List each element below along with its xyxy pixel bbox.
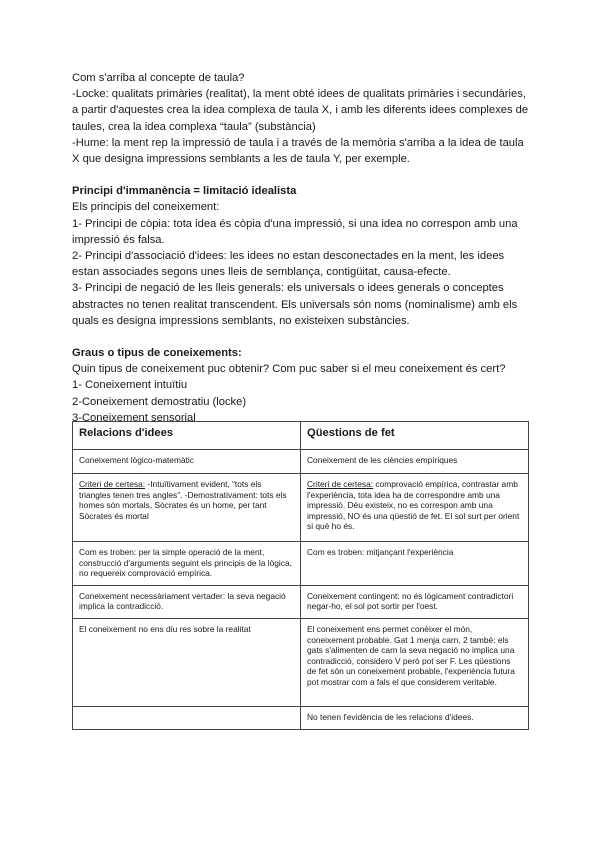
cell-right (301, 474, 529, 542)
document-body (72, 70, 532, 426)
table-row (73, 542, 529, 586)
cell-left (73, 706, 301, 729)
cell-left: Com es troben: per la simple operació de la ment, construcció d'arguments seguint els principis de la lògica, no requereix comprovació empírica. (73, 542, 301, 586)
criteri-label: Criteri de certesa: (307, 479, 374, 489)
cell-right: No tenen l'evidència de les relacions d'idees. (301, 706, 529, 729)
graus-question: Quin tipus de coneixement puc obtenir? Com puc saber si el meu coneixement és cert? (72, 363, 506, 376)
principi-item-1: 1- Principi de còpia: tota idea és còpia d'una impressió, si una idea no correspon amb una impressió és falsa. (72, 217, 518, 246)
principi-item-3: 3- Principi de negació de les lleis generals: els universals o idees generals o conceptes abstractes no tenen realitat transcendent. Els universals són noms (nominalisme) amb els quals es designa impressions semblants, no existeixen substàncies. (72, 282, 518, 327)
graus-heading: Graus o tipus de coneixements: (72, 347, 242, 360)
criteri-label: Criteri de certesa: (79, 479, 146, 489)
graus-item-2: 2-Coneixement demostratiu (locke) (72, 395, 247, 408)
table-row (73, 450, 529, 474)
cell-left: Coneixement necessàriament vertader: la seva negació implica la contradicció. (73, 585, 301, 618)
principi-heading: Principi d'immanència = limitació idealista (72, 185, 297, 198)
table-row (73, 706, 529, 729)
cell-left: Coneixement lògico-matemàtic (73, 450, 301, 474)
table-row (73, 618, 529, 706)
cell-right: Coneixement de les ciències empíriques (301, 450, 529, 474)
intro-locke: -Locke: qualitats primàries (realitat), la ment obté idees de qualitats primàries i secundàries, a partir d'aquestes crea la idea complexa de taula X, i amb les diferents idees complexes de taules, crea la idea complexa “taula” (substància) (72, 88, 529, 133)
table-header-row (73, 422, 529, 450)
intro-hume: -Hume: la ment rep la impressió de taula i a través de la memòria s'arriba a la idea de taula X que designa impressions semblants a les de taula Y, per exemple. (72, 136, 524, 166)
table-row (73, 474, 529, 542)
cell-right: Coneixement contingent: no és lògicament contradictori negar-ho, el sol pot sortir per l'oest. (301, 585, 529, 618)
cell-right: Com es troben: mitjançant l'experiència (301, 542, 529, 586)
principi-item-2: 2- Principi d'associació d'idees: les idees no estan desconectades en la ment, les idees estan associades segons unes lleis de semblança, contigüitat, causa-efecte. (72, 250, 505, 279)
cell-right: El coneixement ens permet conèixer el món, coneixement probable. Gat 1 menja carn, 2 també: els gats s'alimenten de carn la seva negació no implica una contradicció, considero V però pot ser F. Les qüestions de fet són un coneixement probable, l'experiència futura pot mostrar com a fals el que considerem veritable. (301, 618, 529, 706)
criteri-text: -Intuïtivament evident, “tots els triangles tenen tres angles”. -Demostrativament: tots els homes són mortals, Sòcrates és un home, per tant Sòcrates és mortal (79, 479, 287, 521)
table-row (73, 585, 529, 618)
header-questions-fet: Qüestions de fet (301, 422, 529, 450)
graus-item-1: 1- Coneixement intuïtiu (72, 379, 188, 392)
comparison-table (72, 421, 529, 730)
graus-item-3: 3-Coneixement sensorial (72, 411, 196, 424)
cell-left: El coneixement no ens diu res sobre la realitat (73, 618, 301, 706)
header-relacions-idees: Relacions d'idees (73, 422, 301, 450)
intro-question: Com s'arriba al concepte de taula? (72, 72, 245, 84)
criteri-text: comprovació empírica, contrastar amb l'experiència, tota idea ha de correspondre amb una impressió. Déu existeix, no es correspon amb una impressió, NO és una qüestió de fet. El sol surt per orient si què ho és. (307, 479, 520, 532)
cell-left (73, 474, 301, 542)
principi-intro: Els principis del coneixement: (72, 201, 220, 214)
